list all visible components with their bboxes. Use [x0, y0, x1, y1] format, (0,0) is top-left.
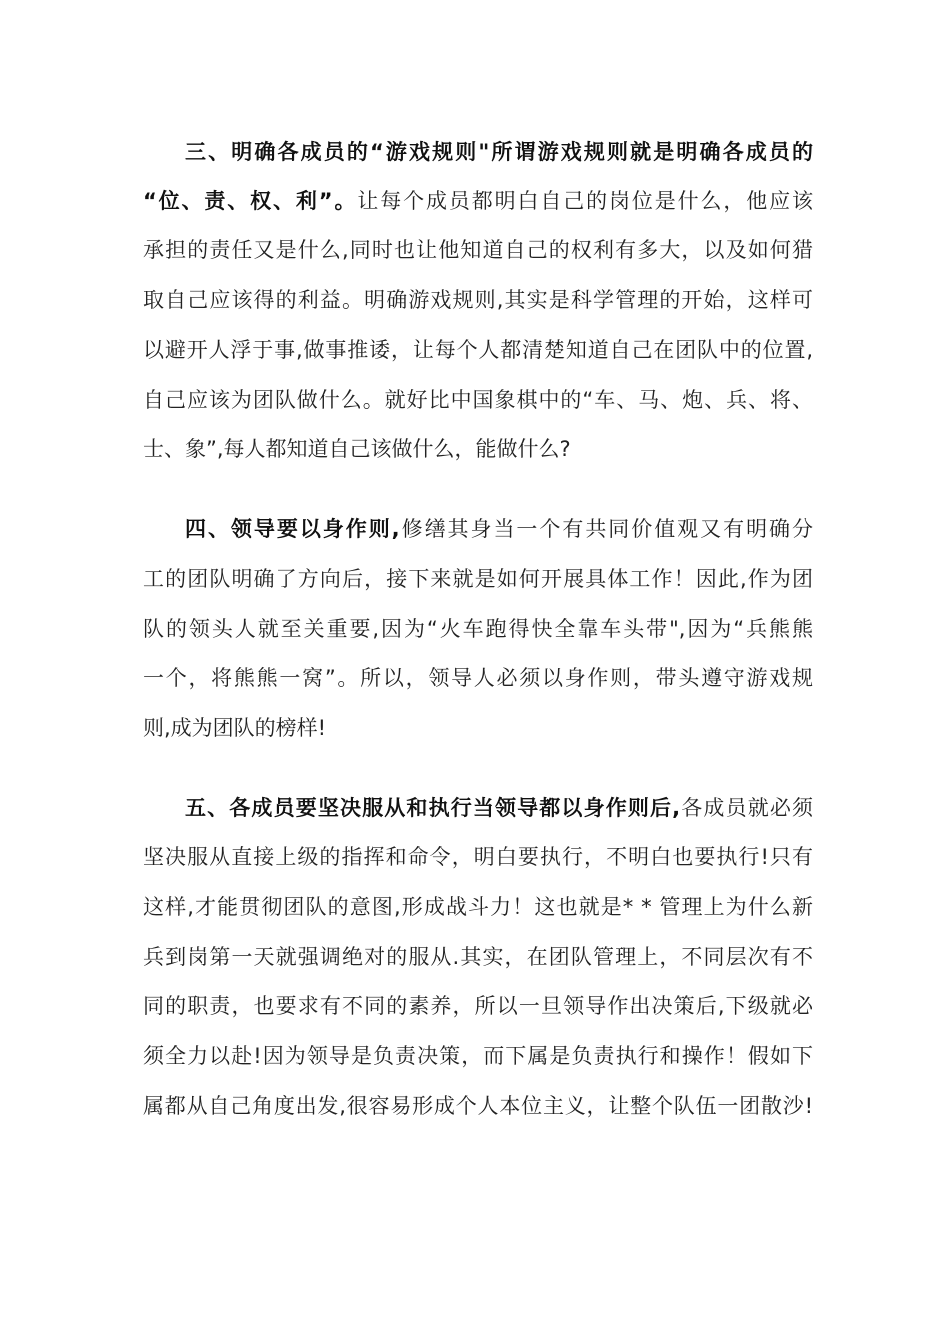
paragraph-line [143, 660, 813, 696]
section-heading-continued: “位、责、权、利”。 [143, 189, 358, 213]
line-text: 则,成为团队的榜样! [143, 716, 327, 740]
line-text: 兵到岗第一天就强调绝对的服从.其实，在团队管理上，不同层次有不 [143, 945, 813, 969]
paragraph-line [143, 282, 813, 318]
line-text: 同的职责，也要求有不同的素养，所以一旦领导作出决策后,下级就必 [143, 994, 813, 1018]
line-text: 修缮其身当一个有共同价值观又有明确分 [399, 517, 813, 541]
paragraph-line [185, 511, 813, 547]
section-heading: 三、明确各成员的“游戏规则"所谓游戏规则就是明确各成员的 [185, 140, 813, 164]
line-text: 自己应该为团队做什么。就好比中国象棋中的“车、马、炮、兵、将、 [143, 388, 813, 412]
line-text: 士、象”,每人都知道自己该做什么，能做什么? [143, 437, 571, 461]
line-text: 让每个成员都明白自己的岗位是什么，他应该 [357, 189, 813, 213]
line-text: 各成员就必须 [680, 796, 814, 820]
paragraph-line [143, 611, 813, 647]
line-text: 以避开人浮于事,做事推诿，让每个人都清楚知道自己在团队中的位置, [143, 338, 813, 362]
paragraph-line [143, 332, 813, 368]
line-text: 须全力以赴!因为领导是负责决策，而下属是负责执行和操作！假如下 [143, 1044, 813, 1068]
paragraph-line [143, 839, 813, 875]
line-text: 取自己应该得的利益。明确游戏规则,其实是科学管理的开始，这样可 [143, 288, 813, 312]
paragraph-line [185, 790, 813, 826]
section-heading: 四、领导要以身作则, [185, 517, 400, 541]
paragraph-line [185, 134, 813, 170]
paragraph-line [143, 889, 813, 925]
paragraph-line [143, 939, 813, 975]
line-text: 这样,才能贯彻团队的意图,形成战斗力！这也就是* * 管理上为什么新 [143, 895, 813, 919]
section-heading: 五、各成员要坚决服从和执行当领导都以身作则后, [185, 796, 681, 820]
paragraph-line [143, 710, 813, 746]
line-text: 工的团队明确了方向后，接下来就是如何开展具体工作！因此,作为团 [143, 567, 813, 591]
line-text: 坚决服从直接上级的指挥和命令，明白要执行，不明白也要执行!只有 [143, 845, 813, 869]
paragraph-line [143, 431, 813, 467]
line-text: 队的领头人就至关重要,因为“火车跑得快全靠车头带",因为“兵熊熊 [143, 617, 813, 641]
paragraph-line [143, 183, 813, 219]
paragraph-line [143, 561, 813, 597]
paragraph-line [143, 988, 813, 1024]
line-text: 承担的责任又是什么,同时也让他知道自己的权利有多大，以及如何猎 [143, 238, 813, 262]
paragraph-line [143, 382, 813, 418]
paragraph-line [143, 1088, 813, 1124]
paragraph-line [143, 1038, 813, 1074]
paragraph-line [143, 232, 813, 268]
line-text: 属都从自己角度出发,很容易形成个人本位主义，让整个队伍一团散沙! [143, 1094, 813, 1118]
line-text: 一个，将熊熊一窝”。所以，领导人必须以身作则，带头遵守游戏规 [143, 666, 813, 690]
